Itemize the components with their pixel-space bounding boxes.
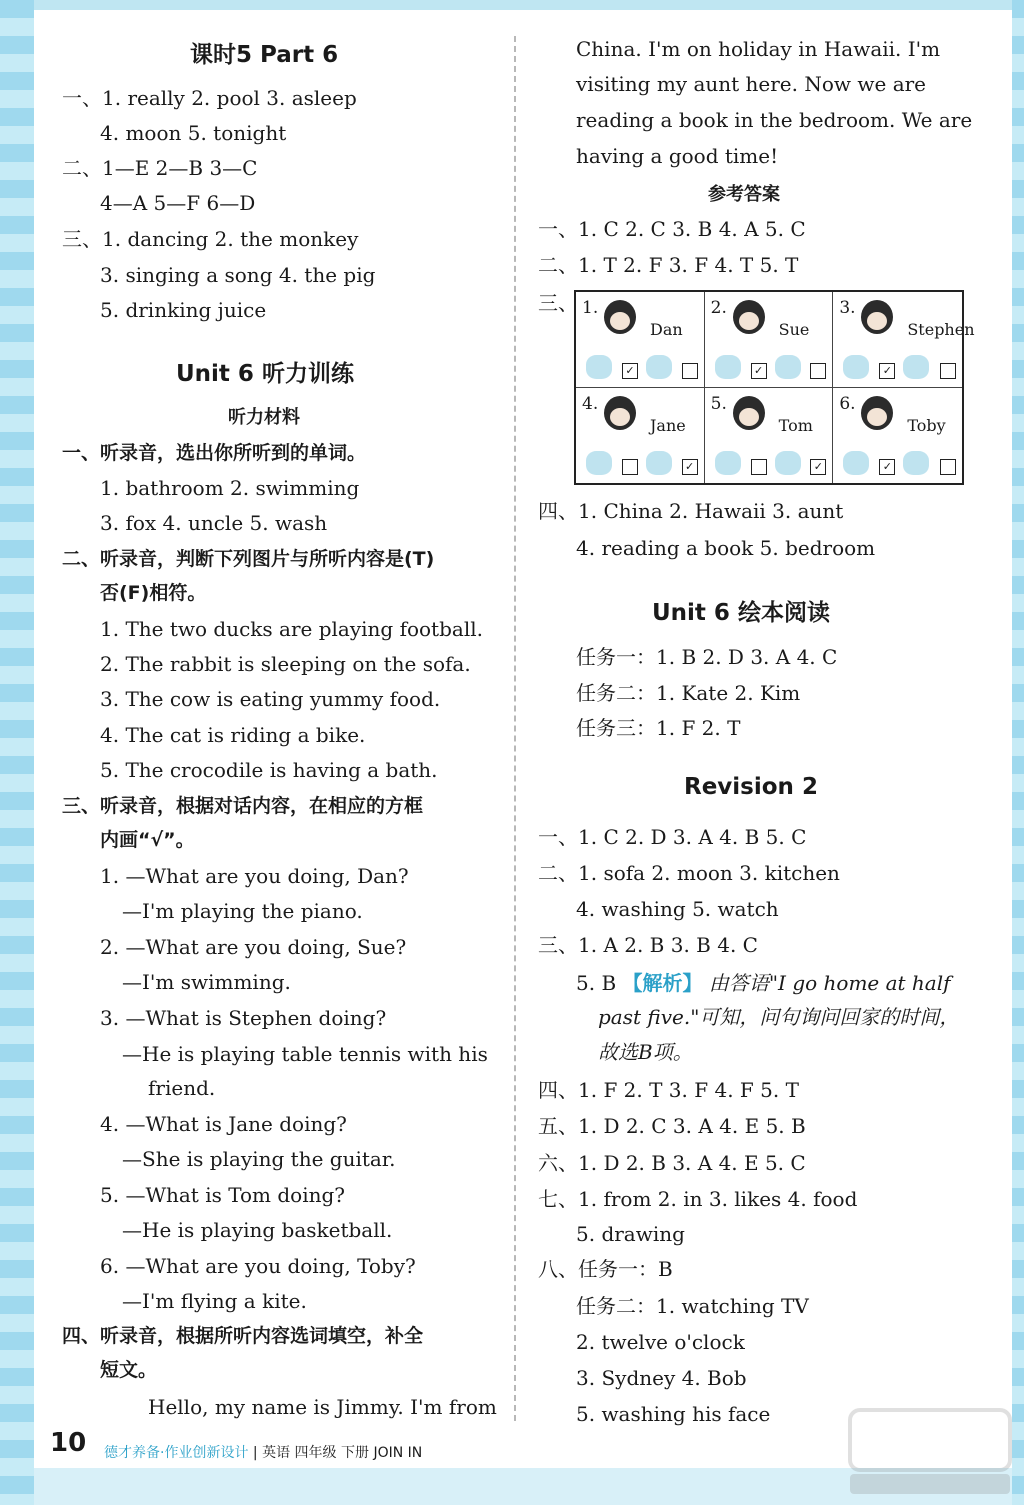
transcript-line: friend. — [148, 1076, 216, 1100]
answer-line: 5. drinking juice — [100, 298, 267, 322]
answer-line: 三、1. A 2. B 3. B 4. C — [538, 933, 758, 957]
analysis-tag: 【解析】 — [622, 971, 703, 995]
answer-line: 一、1. C 2. D 3. A 4. B 5. C — [538, 825, 807, 849]
transcript-line: —She is playing the guitar. — [122, 1147, 396, 1171]
checkbox-b: ✓ — [810, 459, 826, 475]
checkbox-b — [940, 363, 956, 379]
checkbox-a: ✓ — [879, 459, 895, 475]
answer-line: 八、任务一：B — [538, 1257, 673, 1281]
cell-number: 5. — [710, 393, 727, 414]
footer-subject: 英语 — [262, 1445, 291, 1461]
top-border — [0, 0, 1024, 10]
grid-cell — [833, 388, 962, 484]
checkbox-b — [682, 363, 698, 379]
portrait-icon — [733, 396, 765, 430]
answer-line: 二、1. sofa 2. moon 3. kitchen — [538, 861, 840, 885]
answer-line: 二、1—E 2—B 3—C — [62, 156, 258, 180]
activity-picture-icon — [586, 451, 612, 475]
answer-text: 5. B — [576, 971, 617, 995]
portrait-icon — [861, 300, 893, 334]
passage-line: reading a book in the bedroom. We are — [576, 108, 973, 132]
activity-picture-icon — [775, 355, 801, 379]
activity-picture-icon — [775, 451, 801, 475]
answer-line: 1. bathroom 2. swimming — [100, 476, 360, 500]
passage-line: Hello, my name is Jimmy. I'm from — [148, 1395, 497, 1419]
transcript-line: 5. —What is Tom doing? — [100, 1183, 346, 1207]
answer-line: 3. singing a song 4. the pig — [100, 263, 376, 287]
answer-line: 5. washing his face — [576, 1402, 771, 1426]
transcript-line: —He is playing basketball. — [122, 1218, 393, 1242]
answer-line: 五、1. D 2. C 3. A 4. E 5. B — [538, 1114, 806, 1138]
checkbox-a: ✓ — [879, 363, 895, 379]
transcript-line: 1. —What are you doing, Dan? — [100, 864, 409, 888]
subheading-reference-answers: 参考答案 — [708, 184, 780, 205]
cell-number: 6. — [839, 393, 856, 414]
question-heading: 二、听录音，判断下列图片与所听内容是(T) — [62, 548, 435, 570]
cell-name: Jane — [650, 415, 686, 435]
footer-brand: 德才养备·作业创新设计 — [104, 1445, 249, 1461]
cell-number: 3. — [839, 298, 856, 318]
cell-name: Sue — [778, 320, 810, 339]
grid-cell — [576, 388, 705, 484]
cell-name: Toby — [907, 415, 946, 435]
activity-picture-icon — [843, 355, 869, 379]
answer-line: 一、1. really 2. pool 3. asleep — [62, 86, 357, 110]
right-decorative-border — [1012, 0, 1024, 1505]
answer-line: 一、1. C 2. C 3. B 4. A 5. C — [538, 217, 806, 241]
answer-line: 任务二：1. watching TV — [576, 1294, 809, 1318]
cell-number: 1. — [582, 298, 599, 318]
left-decorative-border — [0, 0, 34, 1505]
answer-line: 4. washing 5. watch — [576, 897, 779, 921]
answer-line: 4. moon 5. tonight — [100, 121, 287, 145]
section-heading-picture-reading: Unit 6 绘本阅读 — [652, 600, 830, 626]
transcript-line: 4. The cat is riding a bike. — [100, 723, 366, 747]
grid-cell — [705, 292, 834, 388]
question-heading: 四、听录音，根据所听内容选词填空，补全 — [62, 1325, 424, 1347]
passage-line: visiting my aunt here. Now we are — [576, 72, 927, 96]
transcript-line: 2. The rabbit is sleeping on the sofa. — [100, 652, 471, 676]
answer-line-with-analysis — [576, 970, 951, 996]
answer-line: 三、1. dancing 2. the monkey — [62, 227, 359, 251]
activity-picture-icon — [903, 451, 929, 475]
question-heading-cont: 否(F)相符。 — [100, 582, 207, 604]
footer-edition: JOIN IN — [373, 1445, 423, 1461]
passage-line: having a good time! — [576, 144, 779, 168]
answer-line: 六、1. D 2. B 3. A 4. E 5. C — [538, 1151, 806, 1175]
answer-line: 七、1. from 2. in 3. likes 4. food — [538, 1187, 858, 1211]
checkbox-a — [622, 459, 638, 475]
cell-number: 2. — [710, 298, 727, 318]
checkbox-a — [751, 459, 767, 475]
footer-text — [104, 1442, 422, 1462]
portrait-icon — [604, 396, 636, 430]
activity-picture-icon — [646, 355, 672, 379]
question-heading: 三、听录音，根据对话内容，在相应的方框 — [62, 795, 424, 817]
analysis-text-cont: 故选B项。 — [598, 1040, 693, 1064]
section-heading-listening: Unit 6 听力训练 — [176, 361, 354, 387]
cell-number: 4. — [582, 393, 599, 414]
transcript-line: —I'm swimming. — [122, 970, 291, 994]
transcript-line: 1. The two ducks are playing football. — [100, 617, 483, 641]
activity-picture-icon — [586, 355, 612, 379]
checkbox-a: ✓ — [751, 363, 767, 379]
answer-label: 三、 — [538, 291, 578, 315]
footer-term: 下册 — [340, 1445, 369, 1461]
answer-line: 2. twelve o'clock — [576, 1330, 745, 1354]
subheading-listening-material: 听力材料 — [228, 407, 300, 428]
answer-line: 四、1. China 2. Hawaii 3. aunt — [538, 499, 844, 523]
transcript-line: 4. —What is Jane doing? — [100, 1112, 347, 1136]
cell-name: Stephen — [907, 320, 975, 339]
task-line: 任务三：1. F 2. T — [576, 716, 741, 740]
activity-picture-icon — [715, 355, 741, 379]
question-heading-cont: 短文。 — [100, 1359, 158, 1381]
answer-line: 4. reading a book 5. bedroom — [576, 536, 876, 560]
portrait-icon — [733, 300, 765, 334]
answer-line: 四、1. F 2. T 3. F 4. F 5. T — [538, 1078, 799, 1102]
answer-line: 3. fox 4. uncle 5. wash — [100, 511, 328, 535]
activity-picture-icon — [843, 451, 869, 475]
transcript-line: —I'm flying a kite. — [122, 1289, 307, 1313]
checkbox-b — [810, 363, 826, 379]
checkbox-a: ✓ — [622, 363, 638, 379]
cell-name: Dan — [650, 320, 683, 339]
transcript-line: —He is playing table tennis with his — [122, 1042, 488, 1066]
watermark-logo — [780, 1390, 1020, 1500]
passage-line: China. I'm on holiday in Hawaii. I'm — [576, 37, 941, 61]
transcript-line: 6. —What are you doing, Toby? — [100, 1254, 416, 1278]
checkbox-b — [940, 459, 956, 475]
answer-picture-grid — [574, 290, 975, 485]
page-number: 10 — [50, 1428, 87, 1458]
transcript-line: 3. —What is Stephen doing? — [100, 1006, 387, 1030]
footer-grade: 四年级 — [294, 1445, 337, 1461]
grid-cell — [833, 292, 975, 388]
cell-name: Tom — [778, 415, 813, 435]
transcript-line: 3. The cow is eating yummy food. — [100, 687, 441, 711]
checkbox-b: ✓ — [682, 459, 698, 475]
transcript-line: 2. —What are you doing, Sue? — [100, 935, 407, 959]
activity-picture-icon — [646, 451, 672, 475]
portrait-icon — [604, 300, 636, 334]
question-heading: 一、听录音，选出你所听到的单词。 — [62, 442, 367, 464]
answer-line: 3. Sydney 4. Bob — [576, 1366, 747, 1390]
portrait-icon — [861, 396, 893, 430]
footer-sep: | — [252, 1445, 258, 1461]
grid-cell — [705, 388, 834, 484]
question-heading-cont: 内画“√”。 — [100, 829, 195, 851]
section-heading-revision: Revision 2 — [684, 774, 818, 800]
task-line: 任务一：1. B 2. D 3. A 4. C — [576, 645, 838, 669]
transcript-line: —I'm playing the piano. — [122, 899, 363, 923]
analysis-text: 由答语"I go home at half — [708, 971, 951, 995]
answer-line: 二、1. T 2. F 3. F 4. T 5. T — [538, 253, 799, 277]
transcript-line: 5. The crocodile is having a bath. — [100, 758, 438, 782]
grid-cell — [576, 292, 705, 388]
answer-line: 4—A 5—F 6—D — [100, 191, 256, 215]
activity-picture-icon — [715, 451, 741, 475]
analysis-text-cont: past five."可知，问句询问回家的时间， — [598, 1005, 960, 1029]
section-heading-lesson5: 课时5 Part 6 — [190, 42, 339, 68]
task-line: 任务二：1. Kate 2. Kim — [576, 681, 801, 705]
column-divider — [514, 36, 516, 1421]
answer-line: 5. drawing — [576, 1222, 685, 1246]
activity-picture-icon — [903, 355, 929, 379]
